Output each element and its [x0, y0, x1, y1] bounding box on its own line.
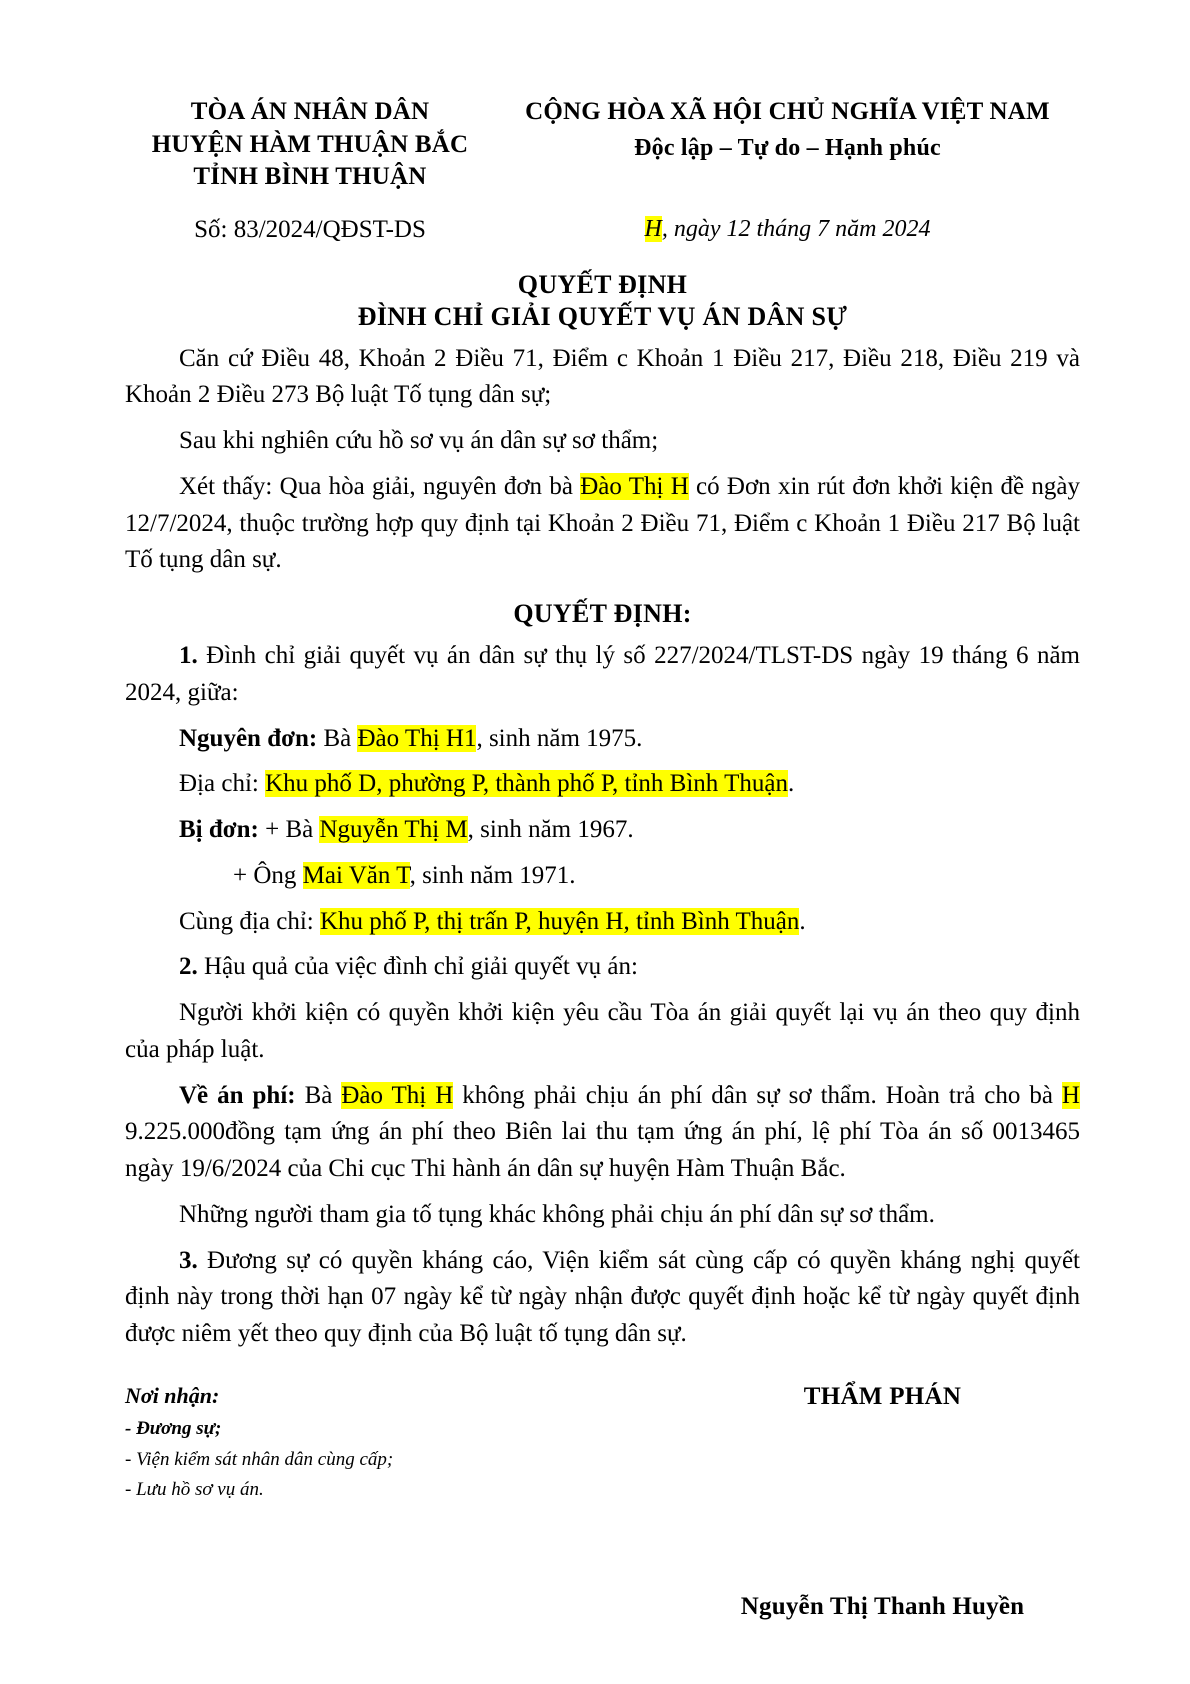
- decision-item-1: [125, 638, 1080, 712]
- date-text: , ngày 12 tháng 7 năm 2024: [661, 215, 931, 242]
- item-1-text: Đình chỉ giải quyết vụ án dân sự thụ lý số 227/2024/TLST-DS ngày 19 tháng 6 năm 2024, giữa:: [125, 642, 1080, 706]
- plaintiff-name-redacted: Đào Thị H: [580, 472, 689, 500]
- decision-item-3: [125, 1243, 1080, 1353]
- plaintiff-label: Nguyên đơn:: [179, 724, 318, 752]
- recipient-item-2: - Viện kiểm sát nhân dân cùng cấp;: [125, 1448, 394, 1470]
- signature-block: [685, 1383, 1080, 1621]
- document-footer: [125, 1383, 1080, 1621]
- defendant-row-2: [125, 858, 1080, 895]
- signer-role: THẨM PHÁN: [803, 1382, 962, 1410]
- item-3-text: Đương sự có quyền kháng cáo, Viện kiểm sát cùng cấp có quyền kháng nghị quyết định này trong thời hạn 07 ngày kể từ ngày nhận được quyết định hoặc kể từ ngày quyết định được niêm yết theo quy định của Bộ luật tố tụng dân sự.: [125, 1246, 1080, 1347]
- fee-plaintiff-name: Đào Thị H: [341, 1081, 454, 1109]
- signer-name: Nguyễn Thị Thanh Huyền: [740, 1592, 1025, 1620]
- item-3-number: 3.: [179, 1246, 198, 1274]
- decision-heading: QUYẾT ĐỊNH:: [513, 599, 692, 628]
- item-2-number: 2.: [179, 953, 198, 981]
- fee-plaintiff-initial: H: [1061, 1081, 1080, 1109]
- court-line-1: TÒA ÁN NHÂN DÂN: [190, 98, 430, 125]
- fee-rest: 9.225.000đồng tạm ứng án phí theo Biên lai thu tạm ứng án phí, lệ phí Tòa án số 0013465 ngày 19/6/2024 của Chi cục Thi hành án dân sự huyện Hàm Thuận Bắc.: [125, 1118, 1080, 1182]
- defendant-1-prefix: + Bà: [258, 816, 320, 843]
- common-address-row: [125, 904, 1080, 941]
- paragraph-sau-khi: Sau khi nghiên cứu hồ sơ vụ án dân sự sơ thẩm;: [179, 427, 659, 454]
- recipient-item-1: - Đương sự;: [125, 1417, 222, 1439]
- defendant-label: Bị đơn:: [179, 816, 259, 843]
- paragraph-can-cu: Căn cứ Điều 48, Khoản 2 Điều 71, Điểm c Khoản 1 Điều 217, Điều 218, Điều 219 và Khoản 2 Điều 273 Bộ luật Tố tụng dân sự;: [125, 344, 1080, 409]
- defendant-2-prefix: + Ông: [233, 861, 303, 889]
- document-number-row: [125, 216, 1080, 244]
- court-line-3: TỈNH BÌNH THUẬN: [193, 163, 427, 190]
- republic-line: CỘNG HÒA XÃ HỘI CHỦ NGHĨA VIỆT NAM: [525, 98, 1050, 125]
- item-2-text: Hậu quả của việc đình chỉ giải quyết vụ án:: [197, 953, 638, 981]
- place-date: [495, 216, 1080, 243]
- recipients-title: Nơi nhận:: [125, 1382, 220, 1408]
- paragraph-xet-thay: [125, 469, 1080, 579]
- fee-middle: không phải chịu án phí dân sự sơ thẩm. Hoàn trả cho bà: [453, 1081, 1062, 1109]
- fee-prefix: Bà: [295, 1081, 342, 1109]
- common-address-value: Khu phố P, thị trấn P, huyện H, tỉnh Bình Thuận: [319, 907, 800, 935]
- court-name-block: [125, 96, 495, 194]
- document-number: Số: 83/2024/QĐST-DS: [194, 215, 426, 243]
- place-redacted: H: [644, 215, 662, 242]
- decision-item-2: [125, 949, 1080, 986]
- xet-thay-part-2: có Đơn xin rút đơn khởi kiện đề ngày 12/7/2024, thuộc trường hợp quy định tại Khoản 2 Điều 71, Điểm c Khoản 1 Điều 217 Bộ luật Tố tụng dân sự.: [125, 472, 1080, 574]
- recipients-block: [125, 1383, 685, 1621]
- document-header: [125, 96, 1080, 194]
- plaintiff-prefix: Bà: [317, 724, 358, 752]
- common-address-label: Cùng địa chỉ:: [179, 907, 320, 935]
- others-fee-paragraph: Những người tham gia tố tụng khác không phải chịu án phí dân sự sơ thẩm.: [179, 1200, 935, 1228]
- national-heading-block: [495, 96, 1080, 164]
- plaintiff-birth: , sinh năm 1975.: [476, 724, 643, 752]
- page-subtitle: ĐÌNH CHỈ GIẢI QUYẾT VỤ ÁN DÂN SỰ: [357, 301, 848, 331]
- xet-thay-part-1: Xét thấy: Qua hòa giải, nguyên đơn bà: [179, 472, 581, 500]
- defendant-row-1: [125, 812, 1080, 849]
- item-2-body: Người khởi kiện có quyền khởi kiện yêu cầu Tòa án giải quyết lại vụ án theo quy định của pháp luật.: [125, 999, 1080, 1063]
- recipient-item-3: - Lưu hồ sơ vụ án.: [125, 1479, 264, 1501]
- defendant-1-name: Nguyễn Thị M: [319, 816, 468, 843]
- plaintiff-name: Đào Thị H1: [357, 724, 477, 752]
- item-1-number: 1.: [179, 642, 198, 669]
- court-line-2: HUYỆN HÀM THUẬN BẮC: [151, 130, 469, 158]
- plaintiff-address-row: [125, 766, 1080, 803]
- plaintiff-address-label: Địa chỉ:: [179, 770, 266, 798]
- defendant-2-birth: , sinh năm 1971.: [409, 861, 576, 889]
- defendant-1-birth: , sinh năm 1967.: [467, 816, 634, 843]
- plaintiff-address-value: Khu phố D, phường P, thành phố P, tỉnh Bình Thuận: [265, 770, 788, 798]
- plaintiff-address-end: .: [787, 770, 795, 798]
- plaintiff-row: [125, 721, 1080, 758]
- court-fee-paragraph: [125, 1078, 1080, 1188]
- page-title: QUYẾT ĐỊNH: [517, 269, 688, 299]
- motto-line: Độc lập – Tự do – Hạnh phúc: [634, 134, 941, 161]
- common-address-end: .: [799, 907, 806, 935]
- court-fee-label: Về án phí:: [179, 1081, 296, 1109]
- defendant-2-name: Mai Văn T: [302, 861, 410, 889]
